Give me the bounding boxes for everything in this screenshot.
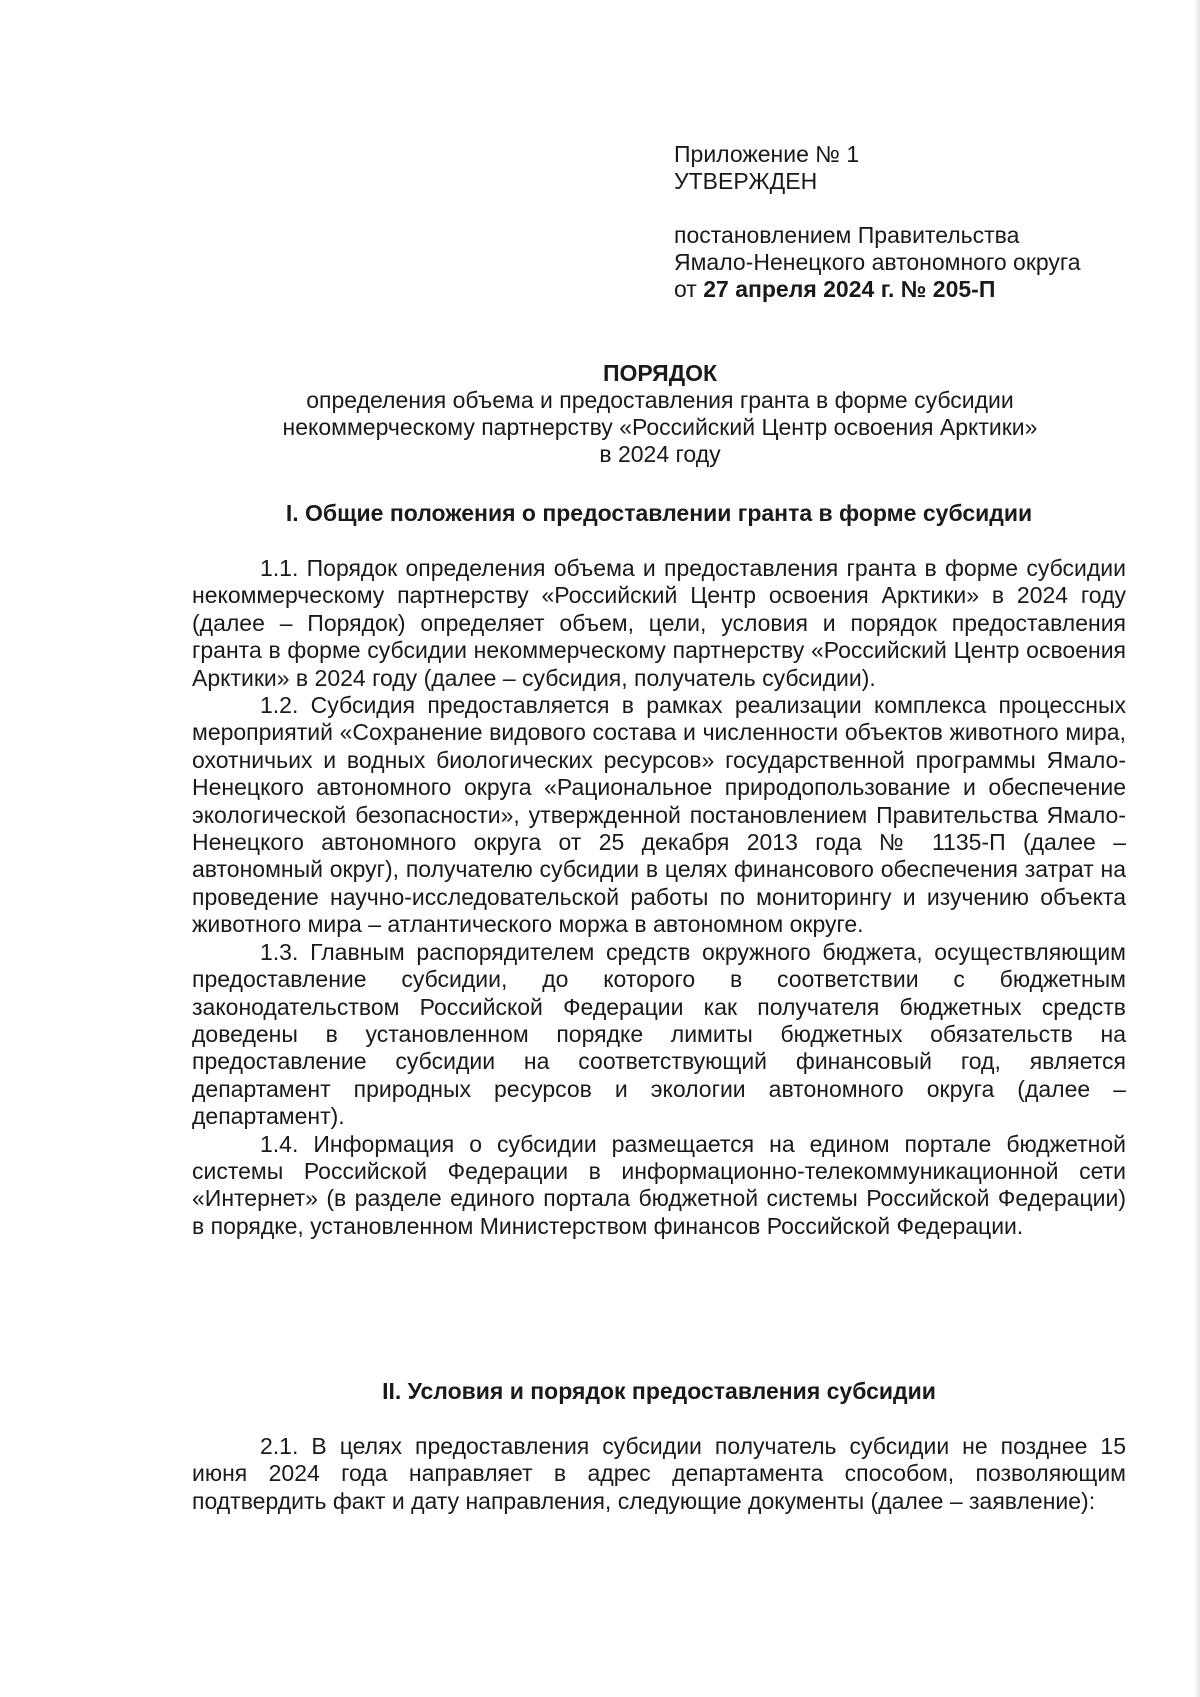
- approval-date-line: [674, 276, 1174, 303]
- section-1-heading: I. Общие положения о предоставлении гранта в форме субсидии: [285, 500, 1033, 526]
- annex-label: Приложение № 1: [674, 141, 860, 167]
- page-edge-shadow: [1194, 0, 1200, 1697]
- document-subtitle-line-3: в 2024 году: [599, 441, 721, 467]
- section-2-heading: II. Условия и порядок предоставления субсидии: [382, 1378, 936, 1404]
- approval-gap: [674, 195, 1174, 222]
- paragraph-1-1: 1.1. Порядок определения объема и предоставления гранта в форме субсидии некоммерческому партнерству «Российский Центр освоения Арктики» в 2024 году (далее – Порядок) определяет объем, цели, условия и порядок предоставления гранта в форме субсидии некоммерческому партнерству «Российский Центр освоения Арктики» в 2024 году (далее – субсидия, получатель субсидии).: [192, 555, 1126, 691]
- document-title: ПОРЯДОК: [602, 360, 718, 386]
- section-2-body: [192, 1433, 1126, 1515]
- approval-date-prefix: от: [674, 276, 697, 302]
- approval-date: 27 апреля 2024 г. № 205-П: [703, 276, 996, 302]
- section-1-body: [192, 555, 1126, 1240]
- approval-stamp-block: [674, 141, 1174, 303]
- document-subtitle-line-2: некоммерческому партнерству «Российский Центр освоения Арктики»: [282, 414, 1038, 440]
- paragraph-2-1: 2.1. В целях предоставления субсидии получатель субсидии не позднее 15 июня 2024 года направляет в адрес департамента способом, позволяющим подтвердить факт и дату направления, следующие документы (далее – заявление):: [192, 1433, 1126, 1514]
- paragraph-1-3: 1.3. Главным распорядителем средств окружного бюджета, осуществляющим предоставление субсидии, до которого в соответствии с бюджетным законодательством Российской Федерации как получателя бюджетных средств доведены в установленном порядке лимиты бюджетных обязательств на предоставление субсидии на соответствующий финансовый год, является департамент природных ресурсов и экологии автономного округа (далее – департамент).: [192, 938, 1126, 1130]
- document-title-block: [200, 360, 1120, 468]
- approved-label: УТВЕРЖДЕН: [674, 168, 818, 194]
- paragraph-1-4: 1.4. Информация о субсидии размещается на едином портале бюджетной системы Российской Федерации в информационно-телекоммуникационной сети «Интернет» (в разделе единого портала бюджетной системы Российской Федерации) в порядке, установленном Министерством финансов Российской Федерации.: [192, 1130, 1126, 1239]
- document-subtitle-line-1: определения объема и предоставления гранта в форме субсидии: [306, 387, 1014, 413]
- paragraph-1-2: 1.2. Субсидия предоставляется в рамках реализации комплекса процессных мероприятий «Сохранение видового состава и численности объектов животного мира, охотничьих и водных биологических ресурсов» государственной программы Ямало-Ненецкого автономного округа «Рациональное природопользование и обеспечение экологической безопасности», утвержденной постановлением Правительства Ямало-Ненецкого автономного округа от 25 декабря 2013 года № 1135-П (далее – автономный округ), получателю субсидии в целях финансового обеспечения затрат на проведение научно-исследовательской работы по мониторингу и изучению объекта животного мира – атлантического моржа в автономном округе.: [192, 692, 1126, 938]
- approval-line-1: постановлением Правительства: [674, 222, 1020, 248]
- approval-line-2: Ямало-Ненецкого автономного округа: [674, 249, 1081, 275]
